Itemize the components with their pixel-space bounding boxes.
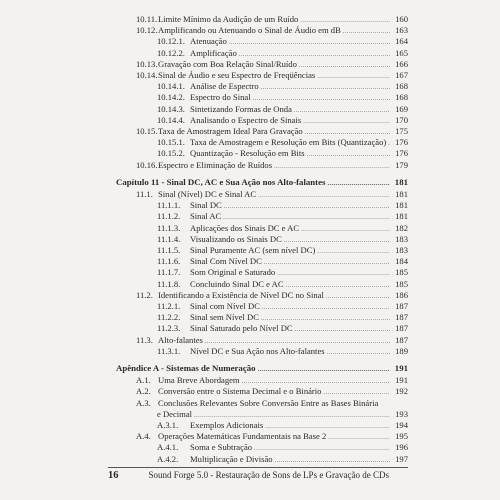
toc-entry [157, 409, 408, 420]
toc-entry-title: Operações Matemáticas Fundamentais na Base 2 [158, 431, 327, 442]
toc-heading [116, 363, 408, 374]
toc-entry-title: Espectro do Sinal [190, 92, 251, 103]
toc-entry-number: 11.2.3. [157, 323, 181, 334]
toc-entry-title: Sinal de Áudio e seu Espectro de Freqüências [158, 70, 316, 80]
toc-entry-page: 193 [395, 408, 408, 419]
toc-entry-page: 165 [395, 47, 408, 58]
toc-entry-title: Capítulo 11 - Sinal DC, AC e Sua Ação nos Alto-falantes [116, 176, 326, 187]
toc-entry-page: 168 [395, 81, 408, 92]
toc-entry-title: Exemplos Adicionais [190, 420, 264, 430]
toc-entry-title: Sintetizando Formas de Onda [190, 103, 292, 114]
toc-entry-number: A.4.1. [157, 442, 179, 453]
toc-entry [157, 115, 408, 126]
toc-entry-number: A.3.1. [157, 420, 179, 430]
toc-entry-page: 186 [395, 289, 408, 300]
toc-entry-number: 11.3.1. [157, 345, 181, 356]
toc-entry-page: 181 [395, 189, 408, 199]
toc-entry-number: 10.11. [136, 14, 158, 24]
toc-entry [157, 48, 408, 59]
toc-entry-number: A.2. [136, 386, 151, 397]
toc-entry [157, 234, 408, 245]
toc-entry-number: 11.1.5. [157, 245, 181, 255]
toc-entry [136, 14, 408, 25]
toc-entry [157, 312, 408, 323]
toc-entry-title: Sinal AC [190, 211, 222, 222]
toc-entry-title: Sinal DC [190, 200, 222, 211]
toc-entry-title: Sinal com Nível DC [190, 301, 260, 311]
dot-leader [275, 456, 390, 467]
toc-entry-number: 10.13. [136, 58, 158, 69]
toc-entry [157, 256, 408, 267]
toc-entry [136, 126, 408, 137]
toc-heading [116, 177, 408, 188]
toc-entry-page: 187 [395, 312, 408, 323]
toc-entry-number: 11.1.1. [157, 200, 181, 211]
toc-entry-title: Análise de Espectro [190, 81, 259, 92]
toc-entry-title: Som Original e Saturado [190, 267, 276, 278]
toc-entry-title: Conversão entre o Sistema Decimal e o Binário [158, 386, 322, 397]
toc-entry-title: Atenuação [190, 36, 227, 47]
toc-entry-title: Taxa de Amostragem Ideal Para Gravação [158, 126, 303, 136]
toc-entry-page: 185 [395, 267, 408, 278]
toc-entry-title: Analisando o Espectro de Sinais [190, 114, 302, 125]
toc-entry-number: A.4.2. [157, 453, 179, 464]
footer-rule [108, 467, 408, 468]
toc-entry-page: 183 [395, 245, 408, 255]
toc-entry [136, 25, 408, 36]
toc-entry [136, 335, 408, 346]
toc-entry-title: Sinal Puramente AC (sem nível DC) [190, 245, 316, 255]
toc-entry-title: Sinal sem Nível DC [190, 312, 259, 323]
toc-entry-page: 167 [395, 70, 408, 80]
toc-entry-page: 181 [395, 211, 408, 222]
toc-entry-title: Sinal (Nível) DC e Sinal AC [158, 189, 257, 199]
toc-entry-page: 181 [394, 176, 408, 187]
toc-entry-page: 187 [395, 301, 408, 311]
toc-entry-page: 176 [395, 137, 408, 148]
toc-entry-page: 181 [395, 200, 408, 211]
toc-entry-page: 183 [395, 233, 408, 244]
toc-entry-number: 10.12.1. [157, 36, 185, 47]
toc-entry-title: Apêndice A - Sistemas de Numeração [116, 363, 256, 373]
toc-entry-page: 163 [395, 25, 408, 36]
toc-entry-title: Limite Mínimo da Audição de um Ruído [158, 14, 299, 24]
toc-entry [157, 420, 408, 431]
toc-entry-page: 189 [395, 345, 408, 356]
toc-entry-title: Amplificação [190, 47, 237, 58]
toc-entry-page: 164 [395, 36, 408, 47]
toc-entry-number: 11.1.3. [157, 222, 181, 233]
toc-entry [157, 267, 408, 278]
toc-entry [157, 81, 408, 92]
page-footer [108, 470, 408, 481]
toc-entry [157, 148, 408, 159]
toc-entry-page: 168 [395, 92, 408, 103]
toc-entry-number: A.4. [136, 431, 151, 442]
toc-entry-title: Quantização - Resolução em Bits [190, 148, 305, 159]
toc-entry-number: 10.14. [136, 70, 158, 80]
toc-entry-title: Nível DC e Sua Ação nos Alto-falantes [190, 345, 325, 356]
toc-entry-number: 11.1.2. [157, 211, 181, 222]
toc-entry [157, 223, 408, 234]
toc-entry [157, 36, 408, 47]
toc-entry-title: Sinal Com Nível DC [190, 256, 262, 267]
toc-entry-number: 10.14.2. [157, 92, 185, 103]
toc-entry [157, 92, 408, 103]
toc-entry-title: Uma Breve Abordagem [158, 375, 240, 386]
toc-entry-page: 187 [395, 323, 408, 334]
toc-entry-page: 191 [395, 375, 408, 386]
toc-entry-page: 160 [395, 14, 408, 24]
toc-entry [157, 454, 408, 465]
toc-entry-number: 10.12.2. [157, 47, 185, 58]
toc-entry-title: Sinal Saturado pelo Nível DC [190, 323, 293, 334]
toc-entry-page: 176 [395, 148, 408, 159]
toc-entry-page: 185 [395, 278, 408, 289]
toc-entry [136, 431, 408, 442]
toc-entry [157, 104, 408, 115]
toc-entry-number: 11.1. [136, 189, 153, 199]
toc-entry-number: 11.1.8. [157, 278, 181, 289]
toc-entry-number: 11.1.4. [157, 233, 181, 244]
toc-entry-title: Gravação com Boa Relação Sinal/Ruído [158, 58, 297, 69]
toc-entry-title: Concluindo Sinal DC e AC [190, 278, 284, 289]
dot-leader [274, 162, 390, 173]
toc-entry [136, 59, 408, 70]
toc-entry [136, 375, 408, 386]
toc-entry-page: 191 [394, 363, 408, 373]
toc-entry-page: 196 [395, 442, 408, 453]
toc-entry-number: 10.12. [136, 25, 158, 36]
toc-entry-title: Alto-falantes [158, 334, 203, 345]
toc-entry [157, 301, 408, 312]
toc-entry [136, 290, 408, 301]
page-number: 16 [108, 470, 119, 481]
toc-entry-title: Identificando a Existência de Nível DC no Sinal [158, 289, 324, 300]
toc-entry-number: 10.14.3. [157, 103, 185, 114]
toc-entry-number: 10.15. [136, 126, 158, 136]
dot-leader [327, 348, 390, 359]
toc-entry-title: Amplificando ou Atenuando o Sinal de Áudio em dB [158, 25, 341, 36]
toc-entry [157, 346, 408, 357]
toc-entry-number: 11.2.2. [157, 312, 181, 323]
toc-entry-page: 184 [395, 256, 408, 267]
toc-entry-number: 11.1.7. [157, 267, 181, 278]
toc-entry-page: 194 [395, 420, 408, 430]
toc-entry-page: 192 [395, 386, 408, 397]
toc-entry-number: 11.3. [136, 334, 153, 345]
toc-entry-number: 11.2. [136, 289, 153, 300]
toc-entry [157, 200, 408, 211]
toc-entry-title: Visualizando os Sinais DC [190, 233, 282, 244]
toc-entry [157, 137, 408, 148]
toc-entry [157, 245, 408, 256]
toc-entry-number: 10.15.1. [157, 137, 185, 148]
book-title: Sound Forge 5.0 - Restauração de Sons de LPs e Gravação de CDs [148, 470, 390, 480]
toc-entry-page: 179 [395, 159, 408, 170]
toc-entry [136, 70, 408, 81]
toc-entry-number: A.3. [136, 397, 151, 408]
toc-entry-title: Soma e Subtração [190, 442, 253, 453]
toc-entry-number: 10.16. [136, 159, 158, 170]
toc-entry [136, 189, 408, 200]
toc-entry-title: Taxa de Amostragem e Resolução em Bits (Quantização) [190, 137, 387, 148]
toc-entry [157, 442, 408, 453]
toc-entry-number: A.1. [136, 375, 151, 386]
toc-entry [157, 323, 408, 334]
toc-entry-title: Aplicações dos Sinais DC e AC [190, 222, 300, 233]
toc-entry [157, 211, 408, 222]
toc-entry-number: 10.14.1. [157, 81, 185, 92]
toc-entry-page: 175 [395, 126, 408, 136]
toc-entry-title: Espectro e Eliminação de Ruídos [158, 159, 273, 170]
toc-entry-page: 187 [395, 334, 408, 345]
toc-entry-number: 10.15.2. [157, 148, 185, 159]
toc-entry-title: Multiplicação e Divisão [190, 453, 273, 464]
toc-entry-title: e Decimal [157, 408, 193, 419]
toc-entry-number: 10.14.4. [157, 114, 185, 125]
toc-entry-page: 182 [395, 222, 408, 233]
toc-entry [136, 398, 408, 409]
toc-entry-page: 166 [395, 58, 408, 69]
toc-entry-number: 11.1.6. [157, 256, 181, 267]
toc-entry-title: Conclusões Relevantes Sobre Conversão Entre as Bases Binária [158, 397, 379, 408]
toc-entry-page: 197 [395, 453, 408, 464]
toc-entry-page: 170 [395, 114, 408, 125]
toc-entry-page: 195 [395, 431, 408, 442]
toc-entry [136, 386, 408, 397]
toc-entry [157, 279, 408, 290]
toc-entry-number: 11.2.1. [157, 301, 181, 311]
toc-entry [136, 160, 408, 171]
toc-entry-page: 169 [395, 103, 408, 114]
